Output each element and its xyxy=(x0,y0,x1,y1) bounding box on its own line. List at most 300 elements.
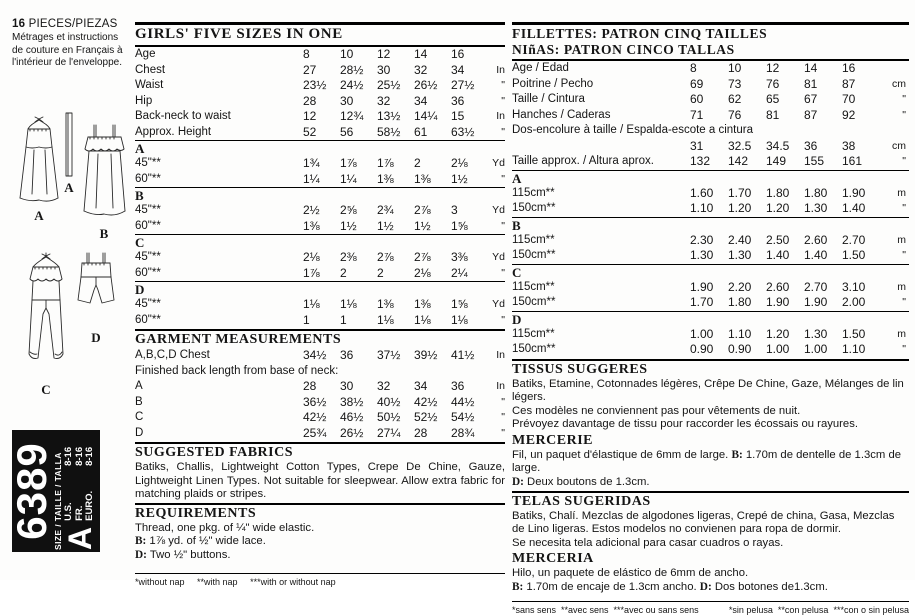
cell-value: 27½ xyxy=(451,78,475,92)
cell-value: 36 xyxy=(451,379,465,393)
cell-value: 1.00 xyxy=(804,342,828,356)
table-row xyxy=(512,186,909,202)
cell-value: 31 xyxy=(690,138,704,153)
cell-value: 1.70 xyxy=(728,185,752,200)
unit-cell: cm xyxy=(892,139,906,152)
cell-value: 41½ xyxy=(451,348,475,362)
yardage-section xyxy=(135,234,505,281)
view-d-label: D xyxy=(91,330,101,345)
cell-value: 26½ xyxy=(340,425,364,440)
table-row xyxy=(135,250,505,266)
cell-value: 0.90 xyxy=(728,342,752,356)
row-label: Taille / Cintura xyxy=(512,93,585,105)
cell-value: 1⅛ xyxy=(414,312,431,327)
row-label: Hip xyxy=(135,94,153,107)
cell-value: 132 xyxy=(690,154,711,168)
text-line xyxy=(512,476,909,490)
table-row xyxy=(135,203,505,219)
cell-value: 1.70 xyxy=(690,295,714,309)
cell-value: 1½ xyxy=(377,218,394,233)
unit-cell: In xyxy=(496,349,505,361)
left-column xyxy=(12,18,132,70)
unit-cell: " xyxy=(902,296,906,308)
cell-value: 69 xyxy=(690,76,704,91)
text-segment: 1.70m de dentelle de 1.3cm de large. xyxy=(512,448,902,475)
cell-value: 0.90 xyxy=(690,342,714,356)
garment-measurements-table xyxy=(135,348,505,441)
requirements-title: REQUIREMENTS xyxy=(135,503,505,522)
pattern-number: 6389 xyxy=(8,442,55,540)
cell-value: 2¼ xyxy=(451,265,468,280)
cell-value: 12 xyxy=(766,61,780,75)
cell-value: 1½ xyxy=(451,171,468,186)
cell-value: 1½ xyxy=(414,218,431,233)
cell-value: 1⅞ xyxy=(340,156,357,170)
unit-cell: In xyxy=(496,110,505,122)
cell-value: 2.70 xyxy=(804,279,828,294)
cell-value: 1⅜ xyxy=(414,171,431,186)
cell-value: 1⅜ xyxy=(414,297,431,311)
size-letter: A xyxy=(61,526,98,550)
table-row xyxy=(135,364,505,380)
text-segment: 1⅞ yd. of ½" wide lace. xyxy=(146,535,266,548)
cell-value: 1⅜ xyxy=(303,218,320,233)
text-line xyxy=(135,549,505,563)
cell-value: 2⅛ xyxy=(303,250,320,264)
unit-cell: Yd xyxy=(492,298,505,310)
table-row xyxy=(512,233,909,249)
cell-value: 67 xyxy=(804,92,818,106)
unit-cell: Yd xyxy=(492,157,505,169)
cell-value: 3.10 xyxy=(842,279,866,294)
cell-value: 28½ xyxy=(340,62,364,77)
text-segment: 1.70m de encaje de 1.3cm ancho. xyxy=(523,581,700,594)
cell-value: 1.10 xyxy=(842,342,866,356)
view-a-sash-illustration xyxy=(63,112,75,196)
text-segment: Thread, one pkg. of ¼" wide elastic. xyxy=(135,521,315,534)
cell-value: 2⅝ xyxy=(340,203,357,217)
row-label: 60"** xyxy=(135,172,161,185)
cell-value: 87 xyxy=(842,76,856,91)
cell-value: 24½ xyxy=(340,78,364,92)
telas-text xyxy=(512,510,909,551)
row-label: Back-neck to waist xyxy=(135,110,231,122)
suggested-fabrics-title: SUGGESTED FABRICS xyxy=(135,442,505,461)
unit-cell: m xyxy=(897,233,906,246)
row-label: 150cm** xyxy=(512,249,556,261)
cell-value: 14¼ xyxy=(414,109,438,123)
unit-cell: m xyxy=(897,327,906,340)
unit-cell: cm xyxy=(892,77,906,90)
girls-size-table xyxy=(135,47,505,140)
cell-value: 1.90 xyxy=(690,279,714,294)
cell-value: 27¼ xyxy=(377,425,401,440)
row-label: 150cm** xyxy=(512,202,556,214)
unit-cell: " xyxy=(501,94,505,107)
row-label: D xyxy=(135,426,144,439)
cell-value: 2⅛ xyxy=(451,156,468,170)
tissus-text xyxy=(512,378,909,432)
text-segment: B: xyxy=(731,448,743,461)
cell-value: 1.80 xyxy=(766,185,790,200)
unit-cell: " xyxy=(902,202,906,214)
region-label: EURO. xyxy=(84,490,95,521)
french-spanish-column xyxy=(512,22,909,615)
cell-value: 2⅛ xyxy=(414,265,431,280)
cell-value: 36½ xyxy=(303,394,327,409)
yardage-sections-english xyxy=(135,140,505,328)
cell-value: 1.00 xyxy=(690,326,714,341)
cell-value: 1.20 xyxy=(766,201,790,215)
row-label: 45"** xyxy=(135,251,161,263)
cell-value: 2 xyxy=(340,265,347,280)
text-line: Ces modèles ne conviennent pas pour vêtements de nuit. xyxy=(512,404,801,417)
requirements-text xyxy=(135,522,505,563)
unit-cell: " xyxy=(902,93,906,105)
table-row xyxy=(135,172,505,188)
row-label: 45"** xyxy=(135,157,161,169)
cell-value: 1.50 xyxy=(842,248,866,262)
size-range-euro xyxy=(85,447,96,521)
cell-value: 1.30 xyxy=(690,248,714,262)
garment-measurements-title: GARMENT MEASUREMENTS xyxy=(135,329,505,348)
text-line: Batiks, Etamine, Cotonnades légères, Crêpe De Chine, Gaze, Mélanges de lin légers. xyxy=(512,377,904,404)
size-label: SIZE / TAILLE / TALLA xyxy=(53,452,63,550)
text-line xyxy=(512,449,909,476)
row-label: Hanches / Caderas xyxy=(512,108,611,121)
cell-value: 70 xyxy=(842,92,856,106)
section-letter: A xyxy=(512,170,522,186)
cell-value: 2.70 xyxy=(842,232,866,247)
text-segment: D: xyxy=(135,548,147,561)
cell-value: 1.00 xyxy=(766,342,790,356)
cell-value: 32.5 xyxy=(728,138,752,153)
pattern-number-box xyxy=(8,430,100,552)
row-label: 60"** xyxy=(135,313,161,326)
cell-value: 1.90 xyxy=(842,185,866,200)
view-c-label: C xyxy=(41,382,51,397)
cell-value: 8 xyxy=(690,61,697,75)
cell-value: 1.30 xyxy=(804,201,828,215)
cell-value: 1.80 xyxy=(804,185,828,200)
row-label: 115cm** xyxy=(512,280,555,293)
cell-value: 52½ xyxy=(414,410,438,424)
cell-value: 39½ xyxy=(414,348,438,362)
yardage-section xyxy=(512,264,909,311)
cell-value: 14 xyxy=(414,47,428,61)
table-row xyxy=(512,92,909,108)
cell-value: 1⅜ xyxy=(377,171,394,186)
pattern-number-content xyxy=(8,430,100,552)
table-row xyxy=(512,77,909,93)
cell-value: 13½ xyxy=(377,109,401,123)
row-label: Waist xyxy=(135,79,164,91)
text-line xyxy=(512,567,909,581)
cell-value: 28 xyxy=(303,93,317,108)
cell-value: 44½ xyxy=(451,394,475,409)
cell-value: 16 xyxy=(842,61,856,75)
row-label: Finished back length from base of neck: xyxy=(135,364,339,377)
cell-value: 1.10 xyxy=(728,326,752,341)
cell-value: 25¾ xyxy=(303,425,327,440)
text-segment: Dos botones de1.3cm. xyxy=(711,581,828,594)
cell-value: 30 xyxy=(340,93,354,108)
table-row xyxy=(135,395,505,411)
cell-value: 1⅞ xyxy=(303,265,320,280)
text-line: Se necesita tela adicional para casar cuadros o rayas. xyxy=(512,536,784,549)
cell-value: 1.20 xyxy=(728,201,752,215)
yardage-sections-metric xyxy=(512,170,909,358)
range-value: 8-16 xyxy=(73,446,85,466)
cell-value: 16 xyxy=(451,47,465,61)
size-ranges xyxy=(64,447,96,521)
mercerie-text xyxy=(512,449,909,490)
cell-value: 36 xyxy=(451,93,465,108)
cell-value: 14 xyxy=(804,61,818,75)
nap-footnote-english: *without nap **with nap ***with or without nap xyxy=(135,573,505,587)
cell-value: 2¾ xyxy=(377,203,394,217)
unit-cell: " xyxy=(501,79,505,91)
nap-footnote-french: *sans sens **avec sens ***avec ou sans sens xyxy=(512,604,699,615)
mercerie-title: MERCERIE xyxy=(512,432,594,448)
text-line: Batiks, Chalí. Mezclas de algodones ligeras, Crepé de china, Gasa, Mezclas de Lino ligeras. Estos modelos no convienen para ropa de dormir. xyxy=(512,509,895,536)
cell-value: 1.40 xyxy=(766,248,790,262)
nap-footnotes-intl xyxy=(512,601,909,615)
cell-value: 92 xyxy=(842,107,856,122)
section-letter: C xyxy=(135,235,145,250)
cell-value: 62 xyxy=(728,92,742,106)
cell-value: 2 xyxy=(377,265,384,280)
unit-cell: " xyxy=(902,108,906,121)
cell-value: 1⅜ xyxy=(377,297,394,311)
cell-value: 2⅞ xyxy=(414,203,431,217)
cell-value: 30 xyxy=(340,379,354,393)
row-label: B xyxy=(135,395,143,408)
text-segment: B: xyxy=(512,581,524,594)
cell-value: 1.40 xyxy=(804,248,828,262)
table-row xyxy=(512,342,909,358)
table-row xyxy=(135,47,505,63)
text-segment: Deux boutons de 1.3cm. xyxy=(523,476,650,489)
cell-value: 28 xyxy=(414,425,428,440)
text-segment: D: xyxy=(699,581,712,594)
yardage-section xyxy=(135,187,505,234)
cell-value: 56 xyxy=(340,124,354,139)
row-label: Age / Edad xyxy=(512,62,569,74)
row-label: Age xyxy=(135,48,156,60)
row-label: A xyxy=(135,380,143,392)
cell-value: 28 xyxy=(303,379,317,393)
cell-value: 32 xyxy=(414,62,428,77)
cell-value: 2.60 xyxy=(766,279,790,294)
cell-value: 52 xyxy=(303,124,317,139)
nap-footnote-spanish: *sin pelusa **con pelusa ***con o sin pelusa xyxy=(728,604,909,615)
english-measurements-column xyxy=(135,22,505,587)
table-row xyxy=(512,295,909,311)
row-label: C xyxy=(135,411,144,423)
pieces-label: PIECES/PIEZAS xyxy=(25,18,118,30)
cell-value: 28¾ xyxy=(451,425,475,440)
cell-value: 1¾ xyxy=(303,156,320,170)
row-label: A,B,C,D Chest xyxy=(135,349,210,361)
section-letter: A xyxy=(135,141,145,156)
cell-value: 1¼ xyxy=(303,171,320,186)
cell-value: 155 xyxy=(804,154,825,168)
cell-value: 1⅞ xyxy=(377,156,394,170)
table-row xyxy=(512,201,909,217)
unit-cell: " xyxy=(501,426,505,439)
unit-cell: " xyxy=(902,249,906,261)
text-segment: Hilo, un paquete de elástico de 6mm de ancho. xyxy=(512,567,749,580)
cell-value: 32 xyxy=(377,379,391,393)
pieces-number: 16 xyxy=(12,18,26,30)
cell-value: 58½ xyxy=(377,124,401,139)
cell-value: 149 xyxy=(766,154,787,168)
row-label: 45"** xyxy=(135,204,161,216)
range-value: 8-16 xyxy=(63,446,74,466)
row-label: 150cm** xyxy=(512,343,556,355)
text-segment: D: xyxy=(512,476,524,489)
unit-cell: " xyxy=(902,155,906,167)
unit-cell xyxy=(488,47,505,63)
cell-value: 2.50 xyxy=(766,232,790,247)
cell-value: 42½ xyxy=(414,394,438,409)
cell-value: 76 xyxy=(766,76,780,91)
unit-cell: Yd xyxy=(492,204,505,216)
cell-value: 10 xyxy=(728,61,742,75)
section-letter: B xyxy=(135,188,144,203)
table-row xyxy=(512,280,909,296)
cell-value: 1.10 xyxy=(690,201,714,215)
table-row xyxy=(135,156,505,172)
cell-value: 36 xyxy=(804,138,818,153)
row-label: 115cm** xyxy=(512,233,555,246)
unit-cell: " xyxy=(501,313,505,326)
cell-value: 34.5 xyxy=(766,138,790,153)
table-row xyxy=(512,61,909,77)
unit-cell: In xyxy=(496,380,505,392)
cell-value: 1⅝ xyxy=(451,297,468,311)
cell-value: 2⅜ xyxy=(340,250,357,264)
cell-value: 2.20 xyxy=(728,279,752,294)
cell-value: 1½ xyxy=(340,218,357,233)
cell-value: 3⅜ xyxy=(451,250,468,264)
cell-value: 1⅛ xyxy=(377,312,394,327)
suggested-fabrics-text: Batiks, Challis, Lightweight Cotton Types, Crepe De Chine, Gauze, Lightweight Linen Types. Not suitable for sleepwear. Allow extra fabric for matching plaids or stripes. xyxy=(135,461,505,501)
girls-sizes-title: GIRLS' FIVE SIZES IN ONE xyxy=(135,22,505,47)
cell-value: 34 xyxy=(414,93,428,108)
unit-cell: " xyxy=(501,395,505,408)
row-label: 60"** xyxy=(135,266,161,279)
cell-value: 34½ xyxy=(303,348,327,362)
text-line xyxy=(135,522,505,536)
region-label: U.S. xyxy=(63,502,74,521)
table-row xyxy=(135,313,505,329)
unit-cell xyxy=(880,61,906,77)
cell-value: 25½ xyxy=(377,78,401,92)
unit-cell: " xyxy=(501,266,505,279)
yardage-section xyxy=(135,281,505,328)
merceria-text xyxy=(512,567,909,594)
unit-cell: m xyxy=(897,280,906,293)
cell-value: 2 xyxy=(414,156,421,170)
cell-value: 1.60 xyxy=(690,185,714,200)
cell-value: 61 xyxy=(414,124,428,139)
cell-value: 1.90 xyxy=(766,295,790,309)
cell-value: 34 xyxy=(451,62,465,77)
french-note: Métrages et instructions de couture en Français à l'intérieur de l'enveloppe. xyxy=(12,32,123,68)
table-row xyxy=(512,248,909,264)
cell-value: 1¼ xyxy=(340,171,357,186)
region-label: FR. xyxy=(73,505,85,521)
cell-value: 1.30 xyxy=(728,248,752,262)
unit-cell: " xyxy=(501,219,505,232)
yardage-section xyxy=(135,140,505,187)
row-label: Poitrine / Pecho xyxy=(512,77,594,90)
view-b-label: B xyxy=(99,226,109,241)
cell-value: 1.50 xyxy=(842,326,866,341)
table-row xyxy=(135,348,505,364)
cell-value: 2½ xyxy=(303,203,320,217)
cell-value: 12 xyxy=(303,109,317,123)
table-row xyxy=(135,379,505,395)
cell-value: 87 xyxy=(804,107,818,122)
text-line xyxy=(135,535,505,549)
yardage-section xyxy=(512,217,909,264)
unit-cell: " xyxy=(902,343,906,355)
cell-value: 2.30 xyxy=(690,232,714,247)
table-row xyxy=(135,297,505,313)
view-a-sash-label: A xyxy=(64,180,74,195)
cell-value: 3 xyxy=(451,203,458,217)
cell-value: 37½ xyxy=(377,348,401,362)
title-spanish-line: NIñAS: PATRON CINCO TALLAS xyxy=(512,41,735,57)
metric-size-table xyxy=(512,61,909,170)
text-segment: B: xyxy=(135,535,147,548)
table-row xyxy=(135,219,505,235)
unit-cell: m xyxy=(897,186,906,199)
unit-cell: In xyxy=(496,63,505,76)
row-label: 115cm** xyxy=(512,327,555,340)
table-row xyxy=(135,94,505,110)
cell-value: 1 xyxy=(340,312,347,327)
cell-value: 26½ xyxy=(414,78,438,92)
cell-value: 40½ xyxy=(377,394,401,409)
yardage-section xyxy=(512,170,909,217)
table-row xyxy=(512,154,909,170)
view-b-dress-illustration xyxy=(80,124,128,242)
cell-value: 12¾ xyxy=(340,109,364,123)
cell-value: 1.20 xyxy=(766,326,790,341)
cell-value: 12 xyxy=(377,47,391,61)
cell-value: 38½ xyxy=(340,394,364,409)
cell-value: 1⅝ xyxy=(451,218,468,233)
size-row xyxy=(61,430,98,550)
cell-value: 54½ xyxy=(451,410,475,424)
cell-value: 27 xyxy=(303,62,317,77)
merceria-title: MERCERIA xyxy=(512,551,594,567)
cell-value: 10 xyxy=(340,47,354,61)
cell-value: 2.60 xyxy=(804,232,828,247)
row-label: Taille approx. / Altura aprox. xyxy=(512,155,654,167)
section-letter: D xyxy=(135,282,145,297)
row-label: 60"** xyxy=(135,219,161,232)
cell-value: 2⅞ xyxy=(414,250,431,264)
cell-value: 50½ xyxy=(377,410,401,424)
table-row xyxy=(135,426,505,442)
cell-value: 76 xyxy=(728,107,742,122)
row-label: 115cm** xyxy=(512,186,555,199)
